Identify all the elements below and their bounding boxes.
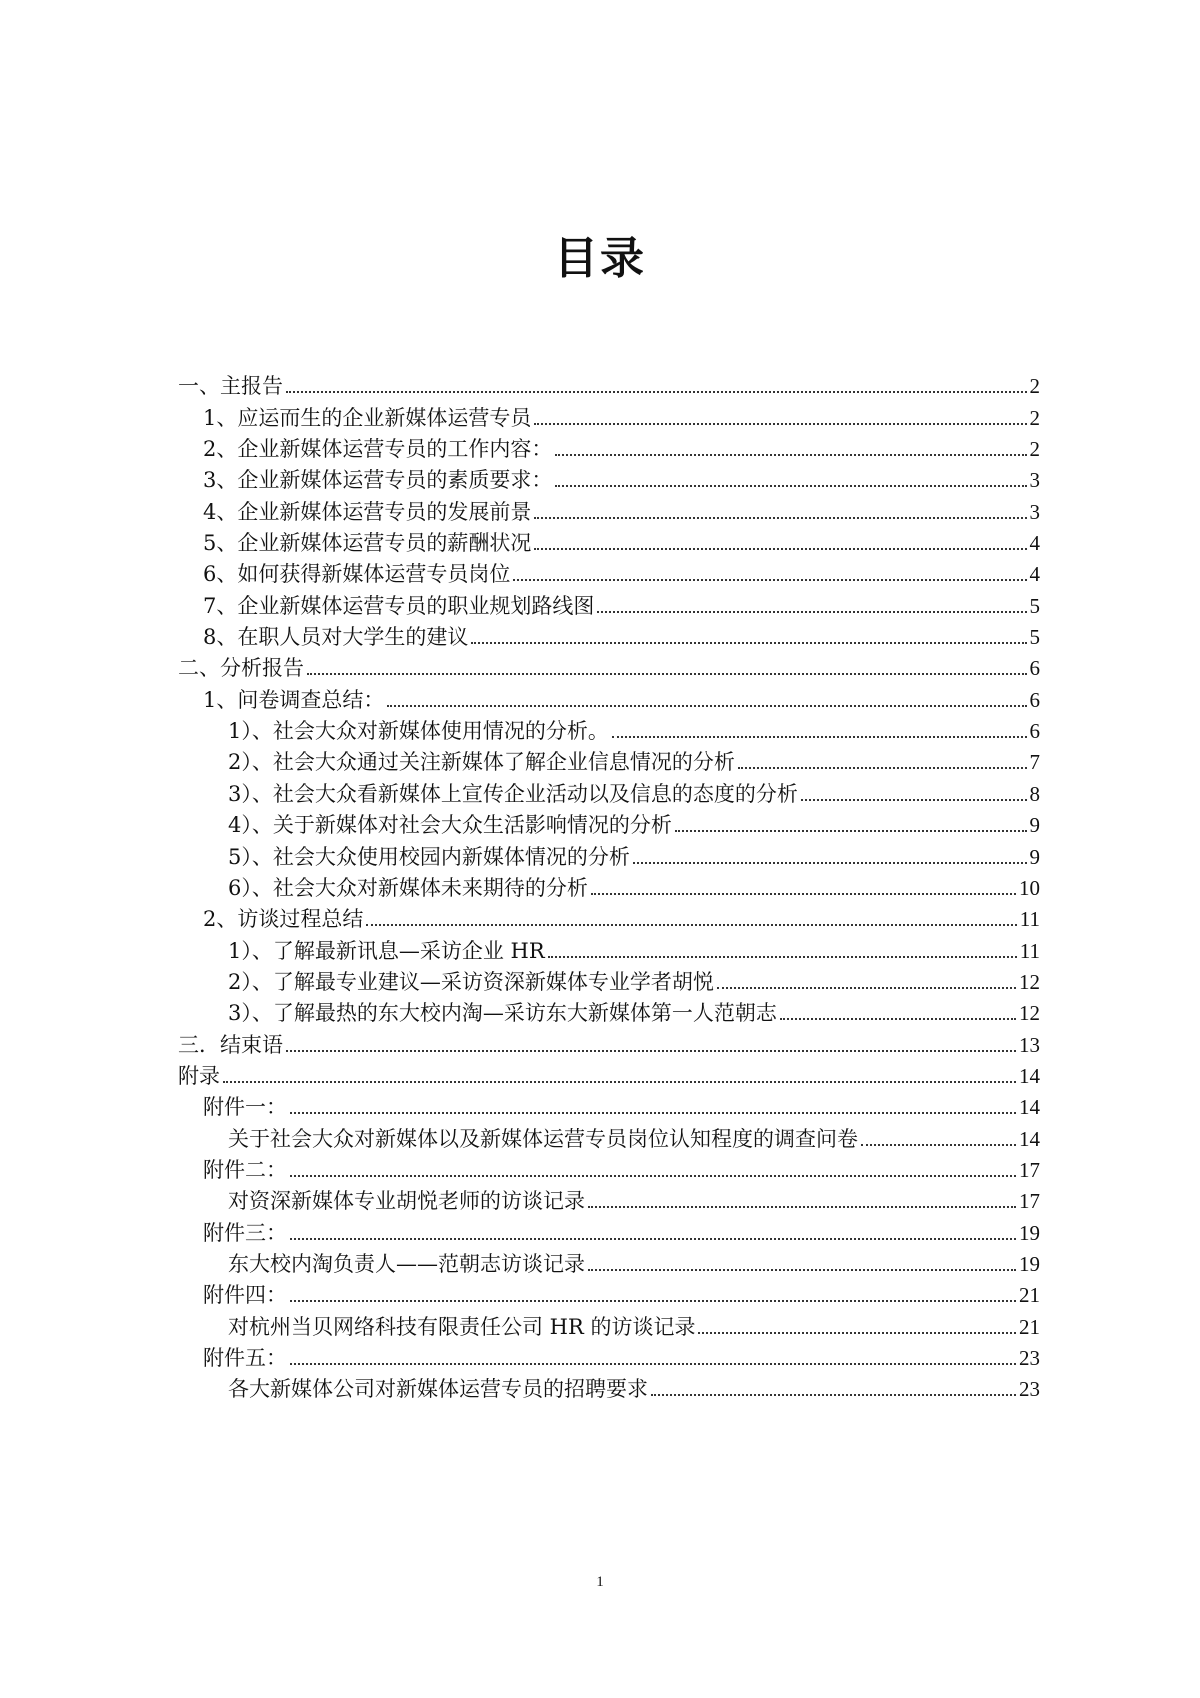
toc-entry[interactable] <box>178 870 1040 901</box>
toc-entry[interactable] <box>178 493 1040 524</box>
dot-leader <box>513 579 1026 581</box>
toc-entry[interactable] <box>178 838 1040 869</box>
dot-leader <box>290 1238 1016 1240</box>
toc-entry[interactable] <box>178 1214 1040 1245</box>
dot-leader <box>738 767 1027 769</box>
toc-entry-page: 4 <box>1029 531 1040 556</box>
table-of-contents <box>178 368 1040 1402</box>
toc-entry-label: 6）、社会大众对新媒体未来期待的分析 <box>228 875 588 900</box>
toc-entry-page: 6 <box>1029 687 1040 712</box>
toc-entry-label: 各大新媒体公司对新媒体运营专员的招聘要求 <box>228 1377 648 1402</box>
dot-leader <box>612 736 1027 738</box>
dot-leader <box>597 611 1026 613</box>
toc-entry-label: 1）、了解最新讯息—采访企业 HR <box>228 938 545 963</box>
toc-entry-page: 14 <box>1019 1095 1040 1120</box>
toc-entry-page: 10 <box>1019 875 1040 900</box>
toc-entry-label: 5、企业新媒体运营专员的薪酬状况 <box>203 531 532 556</box>
dot-leader <box>534 517 1026 519</box>
toc-entry[interactable] <box>178 1026 1040 1057</box>
toc-entry-page: 12 <box>1019 1001 1040 1026</box>
toc-entry-label: 附录 <box>178 1063 220 1088</box>
toc-entry-page: 19 <box>1019 1220 1040 1245</box>
dot-leader <box>471 642 1026 644</box>
toc-entry-label: 8、在职人员对大学生的建议 <box>203 625 469 650</box>
toc-entry-label: 3）、社会大众看新媒体上宣传企业活动以及信息的态度的分析 <box>228 781 798 806</box>
toc-entry-label: 附件三： <box>203 1220 287 1245</box>
dot-leader <box>651 1394 1016 1396</box>
dot-leader <box>588 1206 1016 1208</box>
toc-entry-page: 23 <box>1019 1377 1040 1402</box>
toc-entry-label: 2、企业新媒体运营专员的工作内容： <box>203 437 553 462</box>
toc-entry-page: 5 <box>1029 593 1040 618</box>
dot-leader <box>675 830 1027 832</box>
toc-entry-label: 东大校内淘负责人——范朝志访谈记录 <box>228 1251 585 1276</box>
toc-entry[interactable] <box>178 964 1040 995</box>
toc-entry-label: 一、主报告 <box>178 374 283 399</box>
toc-entry-label: 对杭州当贝网络科技有限责任公司 HR 的访谈记录 <box>228 1314 696 1339</box>
dot-leader <box>717 987 1016 989</box>
toc-entry-page: 11 <box>1019 907 1040 932</box>
toc-entry-label: 三．结束语 <box>178 1032 283 1057</box>
toc-entry-page: 21 <box>1019 1314 1040 1339</box>
dot-leader <box>290 1363 1016 1365</box>
toc-entry[interactable] <box>178 368 1040 399</box>
toc-entry[interactable] <box>178 713 1040 744</box>
dot-leader <box>387 705 1026 707</box>
toc-entry-page: 13 <box>1019 1032 1040 1057</box>
dot-leader <box>801 799 1027 801</box>
toc-entry-page: 11 <box>1019 938 1040 963</box>
toc-entry-page: 2 <box>1029 374 1040 399</box>
dot-leader <box>555 485 1026 487</box>
toc-entry-page: 2 <box>1029 437 1040 462</box>
toc-entry-page: 9 <box>1029 813 1040 838</box>
toc-entry[interactable] <box>178 932 1040 963</box>
toc-entry-label: 附件四： <box>203 1283 287 1308</box>
toc-entry-page: 7 <box>1029 750 1040 775</box>
dot-leader <box>633 862 1027 864</box>
toc-entry-label: 7、企业新媒体运营专员的职业规划路线图 <box>203 593 595 618</box>
toc-entry-label: 2）、社会大众通过关注新媒体了解企业信息情况的分析 <box>228 750 735 775</box>
toc-entry-label: 关于社会大众对新媒体以及新媒体运营专员岗位认知程度的调查问卷 <box>228 1126 858 1151</box>
dot-leader <box>366 924 1016 926</box>
toc-entry-page: 6 <box>1029 656 1040 681</box>
toc-entry-label: 二、分析报告 <box>178 656 304 681</box>
dot-leader <box>534 423 1026 425</box>
toc-entry-page: 6 <box>1029 719 1040 744</box>
dot-leader <box>548 956 1017 958</box>
toc-entry[interactable] <box>178 1058 1040 1089</box>
toc-entry-label: 1）、社会大众对新媒体使用情况的分析。 <box>228 719 609 744</box>
dot-leader <box>861 1144 1016 1146</box>
toc-entry[interactable] <box>178 399 1040 430</box>
toc-entry[interactable] <box>178 901 1040 932</box>
toc-entry-label: 2、访谈过程总结 <box>203 907 364 932</box>
toc-entry-page: 14 <box>1019 1126 1040 1151</box>
toc-entry-label: 3）、了解最热的东大校内淘—采访东大新媒体第一人范朝志 <box>228 1001 777 1026</box>
toc-entry-label: 3、企业新媒体运营专员的素质要求： <box>203 468 553 493</box>
toc-entry[interactable] <box>178 556 1040 587</box>
toc-entry[interactable] <box>178 619 1040 650</box>
toc-entry-page: 8 <box>1029 781 1040 806</box>
toc-entry[interactable] <box>178 744 1040 775</box>
toc-entry-label: 1、问卷调查总结： <box>203 687 385 712</box>
toc-entry-page: 21 <box>1019 1283 1040 1308</box>
toc-entry-page: 3 <box>1029 499 1040 524</box>
dot-leader <box>290 1300 1016 1302</box>
toc-entry-label: 附件一： <box>203 1095 287 1120</box>
toc-entry[interactable] <box>178 995 1040 1026</box>
dot-leader <box>591 893 1016 895</box>
toc-entry[interactable] <box>178 807 1040 838</box>
toc-entry-label: 附件二： <box>203 1157 287 1182</box>
toc-entry[interactable] <box>178 681 1040 712</box>
dot-leader <box>698 1332 1016 1334</box>
toc-entry-label: 附件五： <box>203 1346 287 1370</box>
toc-entry[interactable] <box>178 1371 1040 1402</box>
dot-leader <box>290 1175 1016 1177</box>
toc-entry[interactable] <box>178 650 1040 681</box>
toc-entry[interactable] <box>178 525 1040 556</box>
toc-entry-label: 1、应运而生的企业新媒体运营专员 <box>203 405 532 430</box>
toc-entry-page: 4 <box>1029 562 1040 587</box>
toc-entry-label: 对资深新媒体专业胡悦老师的访谈记录 <box>228 1189 585 1214</box>
toc-entry-page: 23 <box>1019 1346 1040 1370</box>
toc-entry-label: 6、如何获得新媒体运营专员岗位 <box>203 562 511 587</box>
toc-entry[interactable] <box>178 1183 1040 1214</box>
toc-entry-page: 2 <box>1029 405 1040 430</box>
toc-entry[interactable] <box>178 587 1040 618</box>
toc-entry[interactable] <box>178 462 1040 493</box>
dot-leader <box>286 391 1027 393</box>
toc-entry[interactable] <box>178 1246 1040 1277</box>
toc-entry[interactable] <box>178 1340 1040 1371</box>
toc-entry-label: 4）、关于新媒体对社会大众生活影响情况的分析 <box>228 813 672 838</box>
toc-entry-label: 5）、社会大众使用校园内新媒体情况的分析 <box>228 844 630 869</box>
toc-entry[interactable] <box>178 775 1040 806</box>
toc-entry[interactable] <box>178 431 1040 462</box>
toc-entry[interactable] <box>178 1277 1040 1308</box>
dot-leader <box>307 673 1027 675</box>
toc-entry-page: 17 <box>1019 1189 1040 1214</box>
dot-leader <box>555 454 1026 456</box>
toc-entry-page: 12 <box>1019 969 1040 994</box>
toc-entry-page: 19 <box>1019 1251 1040 1276</box>
toc-entry-page: 3 <box>1029 468 1040 493</box>
toc-entry-page: 14 <box>1019 1063 1040 1088</box>
toc-entry[interactable] <box>178 1308 1040 1339</box>
dot-leader <box>780 1018 1016 1020</box>
page-title: 目录 <box>554 233 646 284</box>
dot-leader <box>223 1081 1016 1083</box>
toc-entry[interactable] <box>178 1089 1040 1120</box>
dot-leader <box>290 1112 1016 1114</box>
toc-entry-page: 17 <box>1019 1157 1040 1182</box>
toc-entry[interactable] <box>178 1152 1040 1183</box>
toc-entry-label: 2）、了解最专业建议—采访资深新媒体专业学者胡悦 <box>228 969 714 994</box>
toc-entry-page: 5 <box>1029 625 1040 650</box>
toc-entry-page: 9 <box>1029 844 1040 869</box>
dot-leader <box>534 548 1026 550</box>
dot-leader <box>286 1050 1016 1052</box>
toc-entry[interactable] <box>178 1120 1040 1151</box>
page-number: 1 <box>596 1574 604 1590</box>
dot-leader <box>588 1269 1016 1271</box>
toc-entry-label: 4、企业新媒体运营专员的发展前景 <box>203 499 532 524</box>
